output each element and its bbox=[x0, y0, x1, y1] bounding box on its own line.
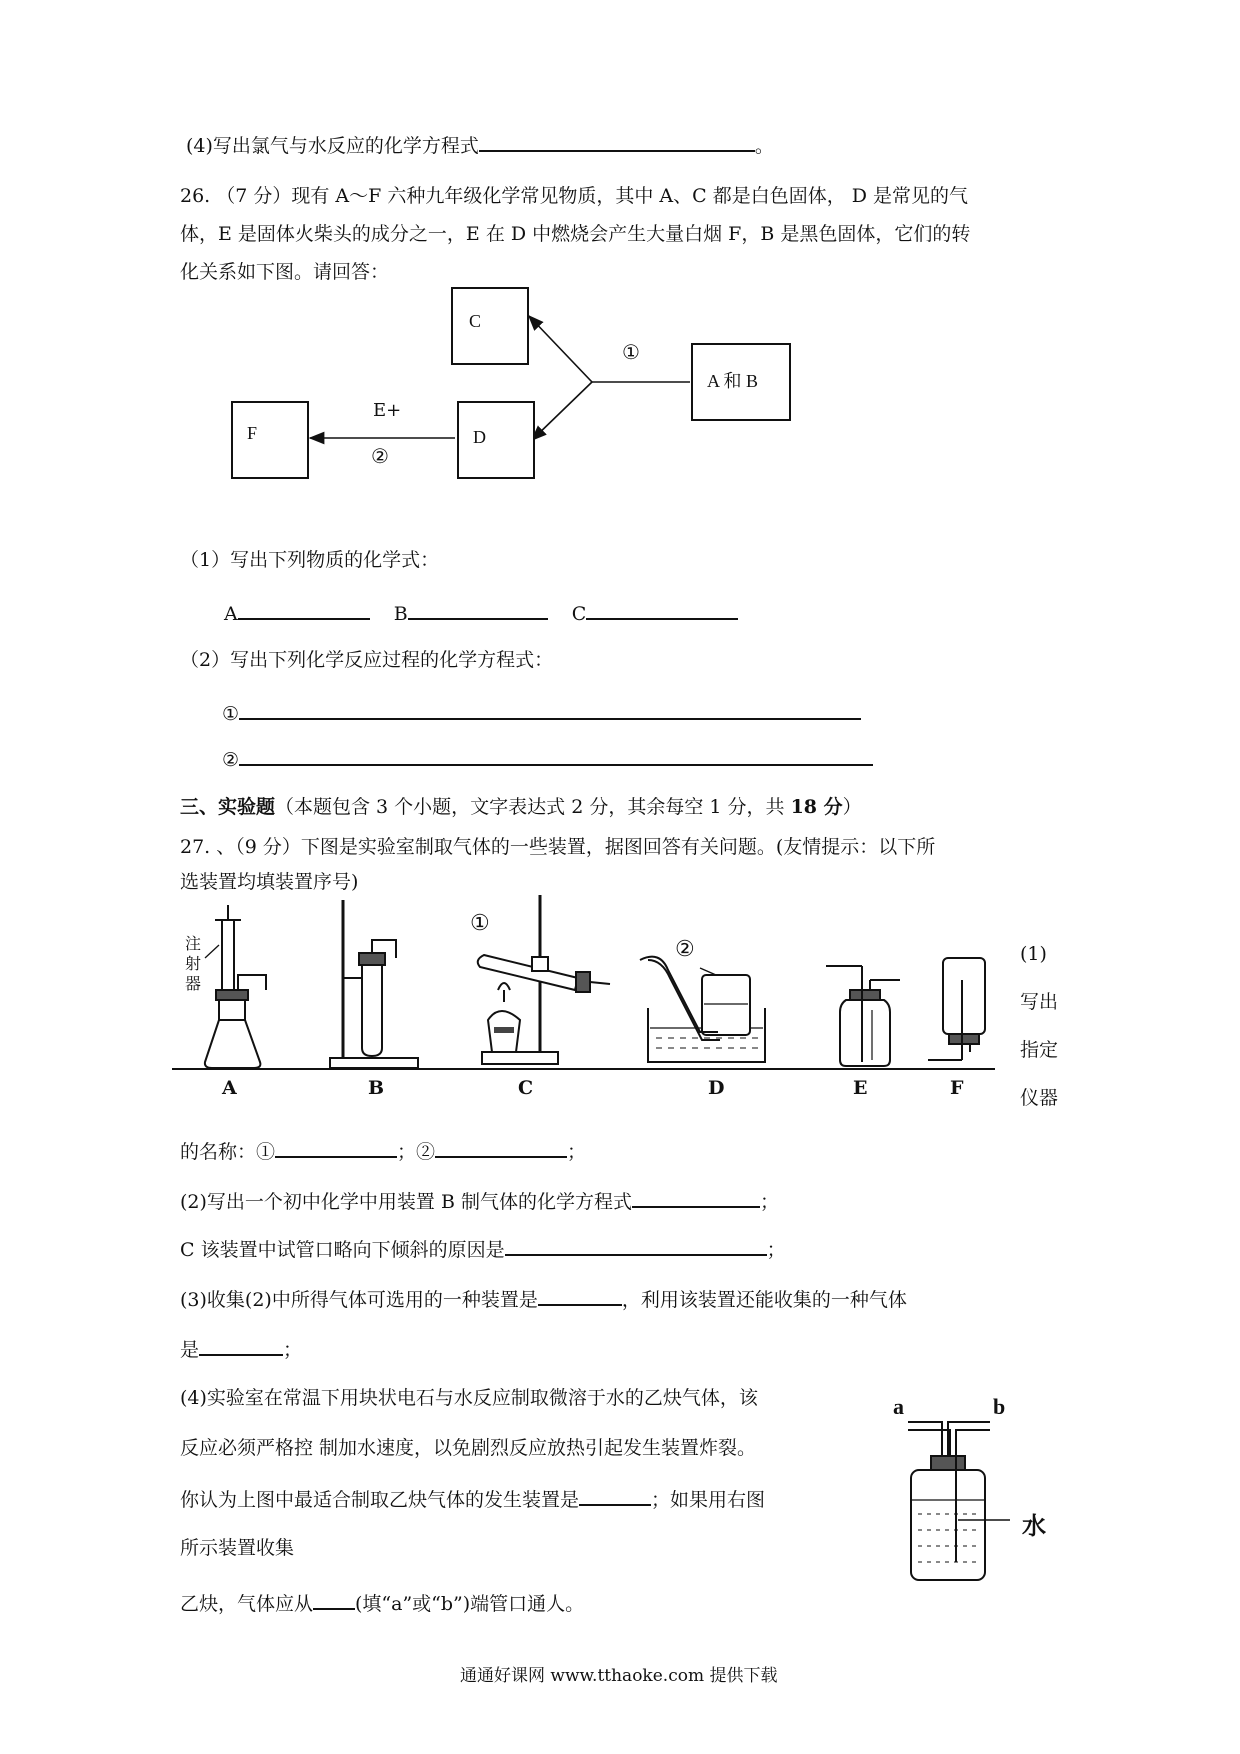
syringe bbox=[222, 920, 234, 990]
q26-sub1: （1）写出下列物质的化学式： bbox=[180, 549, 440, 571]
reaction-label-1: ① bbox=[622, 340, 640, 364]
q25-4-end: 。 bbox=[754, 135, 774, 157]
box-ab-label: A 和 B bbox=[707, 371, 759, 391]
answer-blank-a[interactable] bbox=[238, 600, 370, 620]
p3b-text: 是 bbox=[180, 1339, 200, 1361]
p2a-end: ； bbox=[759, 1191, 779, 1213]
names-sep: ；② bbox=[397, 1141, 436, 1163]
p3b-end: ； bbox=[283, 1339, 303, 1361]
q27-p3a-line bbox=[180, 1286, 907, 1312]
q25-4-line bbox=[186, 132, 774, 158]
q26-line3: 化关系如下图。请回答： bbox=[180, 261, 390, 283]
tube-label-b: b bbox=[993, 1394, 1006, 1419]
eq2-mark: ② bbox=[222, 749, 240, 771]
names-text: 的名称：① bbox=[180, 1141, 276, 1163]
names-end: ； bbox=[567, 1141, 587, 1163]
apparatus-label-e: E bbox=[853, 1077, 868, 1099]
box-d-label: D bbox=[473, 427, 486, 447]
p2b-text: C 该装置中试管口略向下倾斜的原因是 bbox=[180, 1239, 505, 1261]
p4-5-end: (填“a”或“b”)端管口通人。 bbox=[355, 1593, 585, 1615]
apparatus-label-a: A bbox=[222, 1077, 237, 1099]
q27-line2: 选装置均填装置序号) bbox=[180, 871, 359, 893]
instrument-mark-2: ② bbox=[675, 937, 695, 962]
inverted-bottle bbox=[943, 958, 985, 1034]
answer-blank-c[interactable] bbox=[586, 600, 738, 620]
section3-heading bbox=[180, 795, 862, 819]
blank-b-label: B bbox=[393, 603, 408, 625]
arrow-to-c bbox=[529, 316, 592, 382]
q27-p2a-line bbox=[180, 1188, 779, 1214]
q25-4-text: (4)写出氯气与水反应的化学方程式 bbox=[186, 135, 479, 157]
blank-a-label: A bbox=[224, 603, 238, 625]
section3-desc-end: ） bbox=[842, 796, 862, 818]
reaction-label-e: E+ bbox=[373, 400, 402, 421]
p4-5-text: 乙炔，气体应从 bbox=[180, 1593, 314, 1615]
p2a-text: (2)写出一个初中化学中用装置 B 制气体的化学方程式 bbox=[180, 1191, 632, 1213]
box-a-and-b bbox=[691, 343, 791, 421]
q26-formula-blanks bbox=[224, 600, 738, 626]
section3-title: 三、实验题 bbox=[180, 796, 276, 818]
water-label: 水 bbox=[1022, 1511, 1046, 1540]
tube-label-a: a bbox=[893, 1394, 904, 1419]
q26-eq2-line bbox=[222, 746, 873, 772]
q27-p4-line5 bbox=[180, 1590, 584, 1616]
syringe-label: 注射器 bbox=[185, 934, 202, 993]
q26-line1: 26. （7 分）现有 A～F 六种九年级化学常见物质，其中 A、C 都是白色固体， D 是常见的气 bbox=[180, 185, 969, 207]
q27-p3b-line bbox=[180, 1336, 302, 1362]
apparatus-e bbox=[826, 966, 900, 1066]
answer-blank-eq2[interactable] bbox=[239, 746, 873, 766]
answer-blank-p2a[interactable] bbox=[632, 1188, 760, 1208]
answer-blank-instrument-1[interactable] bbox=[275, 1138, 397, 1158]
side-text-4: 仪器 bbox=[1020, 1087, 1059, 1109]
q26-eq1-line bbox=[222, 700, 861, 726]
stand-base bbox=[330, 1058, 418, 1068]
apparatus-c bbox=[478, 895, 610, 1064]
box-f-label: F bbox=[247, 423, 258, 443]
answer-blank-eq1[interactable] bbox=[239, 700, 861, 720]
apparatus-label-d: D bbox=[708, 1077, 725, 1099]
side-text-3: 指定 bbox=[1020, 1039, 1059, 1061]
p3a-text-b: ，利用该装置还能收集的一种气体 bbox=[621, 1289, 907, 1311]
q27-p4-line3 bbox=[180, 1486, 765, 1512]
page-footer: 通通好课网 www.tthaoke.com 提供下载 bbox=[460, 1666, 778, 1686]
arrow-to-d bbox=[532, 382, 592, 440]
apparatus-label-b: B bbox=[368, 1077, 385, 1099]
box-c-label: C bbox=[469, 311, 482, 331]
apparatus-d bbox=[640, 957, 765, 1062]
p3a-text: (3)收集(2)中所得气体可选用的一种装置是 bbox=[180, 1289, 538, 1311]
q26-line2: 体，E 是固体火柴头的成分之一，E 在 D 中燃烧会产生大量白烟 F，B 是黑色固体，它们的转 bbox=[180, 223, 971, 245]
answer-blank-p3a[interactable] bbox=[538, 1286, 622, 1306]
apparatus-label-c: C bbox=[518, 1077, 534, 1099]
instrument-mark-1: ① bbox=[470, 911, 490, 936]
apparatus-label-f: F bbox=[950, 1077, 964, 1099]
answer-blank-instrument-2[interactable] bbox=[435, 1138, 567, 1158]
q27-p4-line2: 反应必须严格控 制加水速度，以免剧烈反应放热引起发生装置炸裂。 bbox=[180, 1437, 757, 1459]
p4-3-text: 你认为上图中最适合制取乙炔气体的发生装置是 bbox=[180, 1489, 580, 1511]
q27-p4-line1: (4)实验室在常温下用块状电石与水反应制取微溶于水的乙炔气体，该 bbox=[180, 1387, 758, 1409]
eq1-mark: ① bbox=[222, 703, 240, 725]
apparatus-b bbox=[330, 900, 418, 1068]
box-f bbox=[231, 401, 309, 479]
apparatus-a bbox=[205, 905, 266, 1068]
gas-bottle bbox=[840, 1000, 890, 1066]
conical-flask bbox=[205, 1020, 261, 1068]
gas-jar bbox=[702, 975, 750, 1035]
apparatus-f bbox=[928, 958, 985, 1060]
answer-blank-p4-device[interactable] bbox=[579, 1486, 651, 1506]
side-text-1: (1) bbox=[1020, 943, 1047, 965]
q27-p4-line4: 所示装置收集 bbox=[180, 1537, 295, 1559]
box-d bbox=[457, 401, 535, 479]
q26-sub2: （2）写出下列化学反应过程的化学方程式： bbox=[180, 649, 554, 671]
reaction-label-2: ② bbox=[371, 444, 389, 468]
p2b-end: ； bbox=[766, 1239, 786, 1261]
stand-base-c bbox=[482, 1052, 558, 1064]
blank-c-label: C bbox=[571, 603, 587, 625]
water-bottle bbox=[911, 1470, 985, 1580]
answer-blank-p2b[interactable] bbox=[505, 1236, 767, 1256]
water-trough bbox=[648, 1008, 765, 1062]
section3-score: 18 分 bbox=[790, 796, 843, 818]
section3-desc: （本题包含 3 个小题，文字表达式 2 分，其余每空 1 分，共 bbox=[275, 796, 791, 818]
answer-blank-p4-end[interactable] bbox=[313, 1590, 355, 1610]
test-tube bbox=[362, 965, 382, 1056]
heating-tube bbox=[478, 955, 578, 990]
alcohol-lamp bbox=[488, 1011, 520, 1052]
box-c bbox=[451, 287, 529, 365]
q27-p2b-line bbox=[180, 1236, 786, 1262]
answer-blank[interactable] bbox=[479, 132, 755, 152]
answer-blank-p3b[interactable] bbox=[199, 1336, 283, 1356]
collection-bottle bbox=[908, 1422, 1010, 1580]
q27-names-line bbox=[180, 1138, 586, 1164]
answer-blank-b[interactable] bbox=[408, 600, 548, 620]
q27-line1: 27. 、（9 分）下图是实验室制取气体的一些装置，据图回答有关问题。(友情提示：以下所 bbox=[180, 836, 936, 858]
p4-3-end: ；如果用右图 bbox=[651, 1489, 766, 1511]
side-text-2: 写出 bbox=[1020, 991, 1059, 1013]
